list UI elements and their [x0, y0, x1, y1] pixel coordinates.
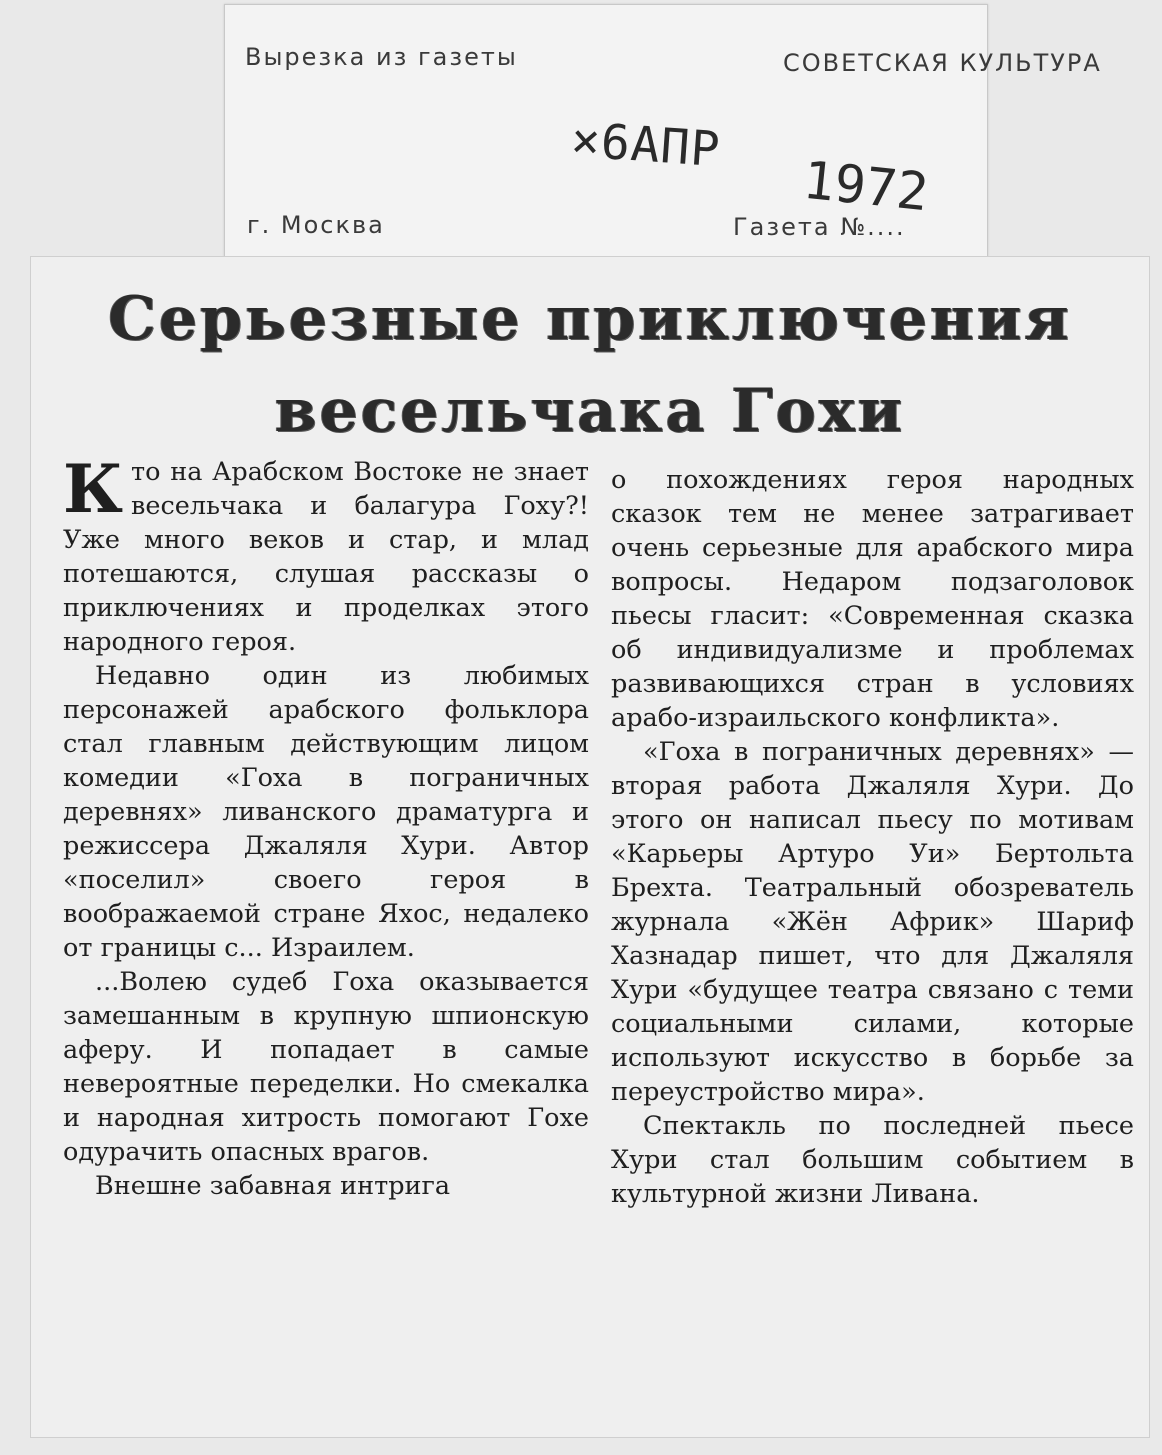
date-stamp: ×6АПР — [569, 111, 723, 179]
article-paragraph: Кто на Арабском Востоке не знает весельчака и балагура Гоху?! Уже много веков и стар, и млад потешаются, слушая рассказы о приключениях и проделках этого народного героя. — [63, 450, 589, 657]
article-right-column — [611, 463, 1134, 1211]
newspaper-name: СОВЕТСКАЯ КУЛЬТУРА — [783, 49, 1102, 77]
issue-number-label: Газета №.... — [733, 213, 906, 241]
article-paragraph: Внешне забавная интрига — [95, 1171, 451, 1201]
drop-cap: К — [63, 450, 124, 528]
city-label: г. Москва — [247, 211, 385, 239]
clipping-source-label: Вырезка из газеты — [245, 43, 518, 71]
clipping-label-card — [224, 4, 1102, 260]
article-left-column — [63, 450, 589, 1203]
article-headline: Серьезные приключения весельчака Гохи — [108, 284, 1072, 446]
article-paragraph: Спектакль по последней пьесе Хури стал большим событием в культурной жизни Ливана. — [611, 1111, 1134, 1209]
article-paragraph: о похождениях героя народных сказок тем не менее затрагивает очень серьезные для арабского мира вопросы. Недаром подзаголовок пьесы гласит: «Современная сказка об индивидуализме и проблемах развивающихся стран в условиях арабо-израильского конфликта». — [611, 465, 1134, 733]
article-paragraph: «Гоха в пограничных деревнях» — вторая работа Джаляля Хури. До этого он написал пьесу по мотивам «Карьеры Артуро Уи» Бертольта Брехта. Театральный обозреватель журнала «Жён Африк» Шариф Хазнадар пишет, что для Джаляля Хури «будущее театра связано с теми социальными силами, которые используют искусство в борьбе за переустройство мира». — [611, 737, 1134, 1107]
year-stamp: 1972 — [800, 150, 932, 224]
article-clipping — [30, 256, 1150, 1438]
article-paragraph: ...Волею судеб Гоха оказывается замешанным в крупную шпионскую аферу. И попадает в самые невероятные переделки. Но смекалка и народная хитрость помогают Гохе одурачить опасных врагов. — [63, 967, 589, 1167]
article-paragraph: Недавно один из любимых персонажей арабского фольклора стал главным действующим лицом комедии «Гоха в пограничных деревнях» ливанского драматурга и режиссера Джаляля Хури. Автор «поселил» своего героя в воображаемой стране Яхос, недалеко от границы с... Израилем. — [63, 661, 589, 963]
